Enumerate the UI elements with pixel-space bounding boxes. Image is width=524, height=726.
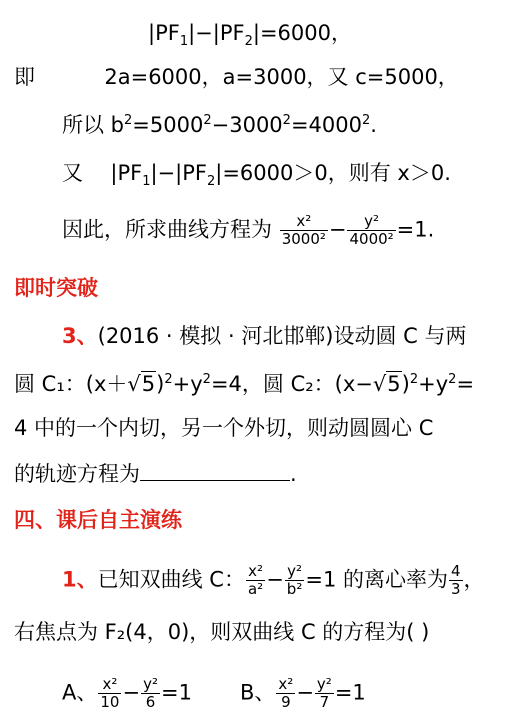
option-a[interactable] [62, 676, 192, 711]
option-b[interactable] [240, 676, 366, 711]
text: +y [172, 372, 203, 396]
text: 即 [14, 65, 35, 89]
exponent: 2 [409, 372, 419, 387]
exponent: 2 [203, 113, 212, 128]
fraction: $\frac{\text{x²}}{\text{a²}}$ [247, 562, 264, 598]
subscript: 2 [206, 174, 216, 190]
text: 圆 C₁：(x＋ [14, 372, 128, 396]
fraction: $\frac{\text{x²}}{10}$ [100, 675, 120, 711]
section-heading-four: 四、课后自主演练 [14, 508, 182, 532]
text: ) [156, 372, 165, 396]
text: |PF [110, 161, 143, 185]
text: − [296, 680, 314, 705]
subscript: 1 [142, 174, 151, 190]
text: . [290, 462, 297, 486]
exponent: 2 [362, 113, 371, 128]
text: |−|PF [188, 21, 245, 45]
problem-number: 3、 [62, 324, 98, 348]
text: − [266, 567, 284, 592]
text: 因此，所求曲线方程为 [62, 217, 272, 242]
sqrt: √5 [127, 372, 156, 396]
text: |=6000， [252, 21, 353, 45]
text: = [456, 372, 475, 396]
fraction: $\frac{\text{y²}}{6}$ [143, 675, 158, 711]
section-heading-instant: 即时突破 [14, 276, 98, 300]
text: =5000 [132, 113, 204, 137]
text: =1 的离心率为 [305, 567, 448, 592]
solution-line-1 [148, 19, 353, 50]
solution-line-2 [14, 63, 459, 91]
text: (2016 · 模拟 · 河北邯郸)设动圆 C 与两 [97, 324, 467, 348]
fraction: $\frac{4}{3}$ [450, 562, 461, 598]
text: 已知双曲线 C： [97, 567, 245, 592]
answer-blank[interactable] [140, 458, 290, 481]
problem-3-line-1 [62, 322, 467, 350]
text: =1 [334, 680, 366, 705]
fraction: $\frac{\text{y²}}{\text{4000²}}$ [349, 212, 394, 248]
text: − [328, 217, 347, 242]
text: 又 [62, 161, 83, 185]
exponent: 2 [448, 372, 457, 387]
text: |=6000＞0，则有 x＞0. [215, 161, 451, 185]
text: =1. [396, 217, 435, 242]
fraction: $\frac{\text{y²}}{\text{b²}}$ [286, 562, 303, 598]
text: 所以 b [62, 113, 125, 137]
text: − [122, 680, 141, 705]
subscript: 2 [244, 34, 253, 50]
solution-line-4 [62, 159, 451, 190]
subscript: 1 [179, 34, 189, 50]
text: =4，圆 C₂：(x− [210, 372, 373, 396]
sqrt: √5 [372, 372, 401, 396]
solution-line-3 [62, 111, 377, 139]
text: 的轨迹方程为 [14, 462, 140, 486]
text: 2a=6000，a=3000，又 c=5000， [104, 65, 459, 89]
text: ) [401, 372, 410, 396]
text: ， [463, 567, 485, 592]
problem-1-line-2: 右焦点为 F₂(4，0)，则双曲线 C 的方程为( ) [14, 620, 430, 644]
problem-1-line-1 [62, 563, 485, 598]
text: =4000 [290, 113, 362, 137]
fraction: $\frac{\text{y²}}{7}$ [316, 675, 332, 711]
text: −3000 [211, 113, 283, 137]
option-label: B、 [240, 680, 276, 705]
text: +y [418, 372, 449, 396]
text: |−|PF [150, 161, 207, 185]
problem-3-line-4 [14, 458, 297, 488]
problem-number: 1、 [62, 567, 98, 592]
solution-line-5 [62, 213, 434, 248]
exponent: 2 [282, 113, 291, 128]
text: =1 [160, 680, 192, 705]
exponent: 2 [164, 372, 173, 387]
exponent: 2 [124, 113, 133, 128]
exponent: 2 [202, 372, 211, 387]
problem-3-line-2 [14, 370, 474, 398]
fraction: $\frac{\text{x²}}{9}$ [278, 675, 294, 711]
text: |PF [148, 21, 180, 45]
option-label: A、 [62, 680, 98, 705]
text: . [370, 113, 377, 137]
fraction: $\frac{\text{x²}}{\text{3000²}}$ [281, 212, 326, 248]
problem-3-line-3: 4 中的一个内切，另一个外切，则动圆圆心 C [14, 416, 434, 440]
